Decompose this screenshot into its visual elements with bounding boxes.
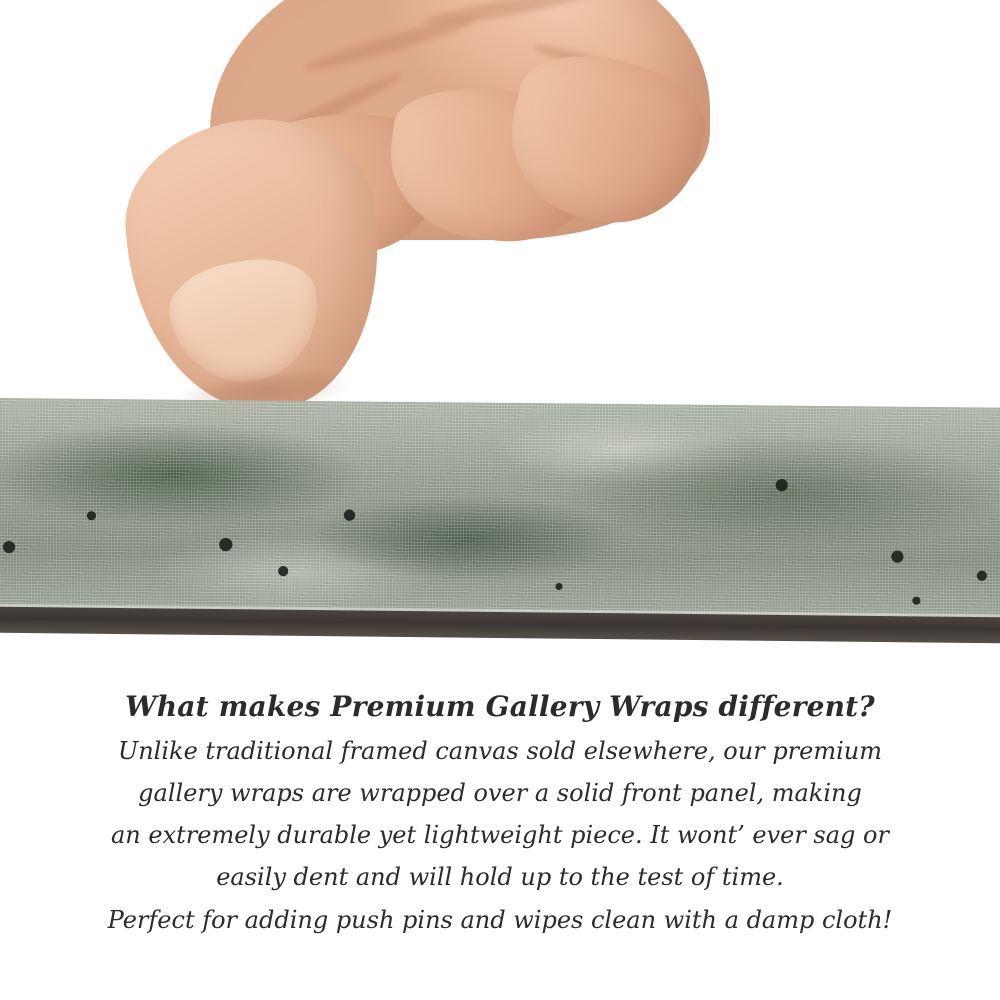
canvas-weave-texture	[0, 398, 1000, 627]
canvas-speck	[776, 479, 788, 491]
caption-line: gallery wraps are wrapped over a solid front panel, making	[138, 779, 862, 808]
canvas-speck	[3, 541, 15, 553]
canvas-speck	[278, 566, 288, 576]
canvas-speck	[87, 511, 96, 520]
caption-block	[0, 690, 1000, 946]
canvas-speck	[891, 550, 903, 562]
caption-line: Perfect for adding push pins and wipes clean with a damp cloth!	[107, 905, 893, 934]
hand-illustration	[90, 0, 710, 420]
caption-title: What makes Premium Gallery Wraps different?	[125, 690, 875, 723]
canvas-speck	[344, 509, 355, 520]
thumbnail	[163, 249, 330, 393]
caption-line: Unlike traditional framed canvas sold elsewhere, our premium	[117, 737, 882, 765]
caption-line: easily dent and will hold up to the test of time.	[216, 863, 784, 892]
canvas-speck	[555, 583, 562, 590]
canvas-speck	[977, 571, 987, 581]
caption-body	[0, 735, 1000, 936]
canvas-speck	[219, 538, 232, 551]
caption-line: an extremely durable yet lightweight piece. It wont’ ever sag or	[111, 821, 889, 850]
canvas-speck	[912, 597, 920, 605]
canvas-edge-band	[0, 398, 1000, 627]
